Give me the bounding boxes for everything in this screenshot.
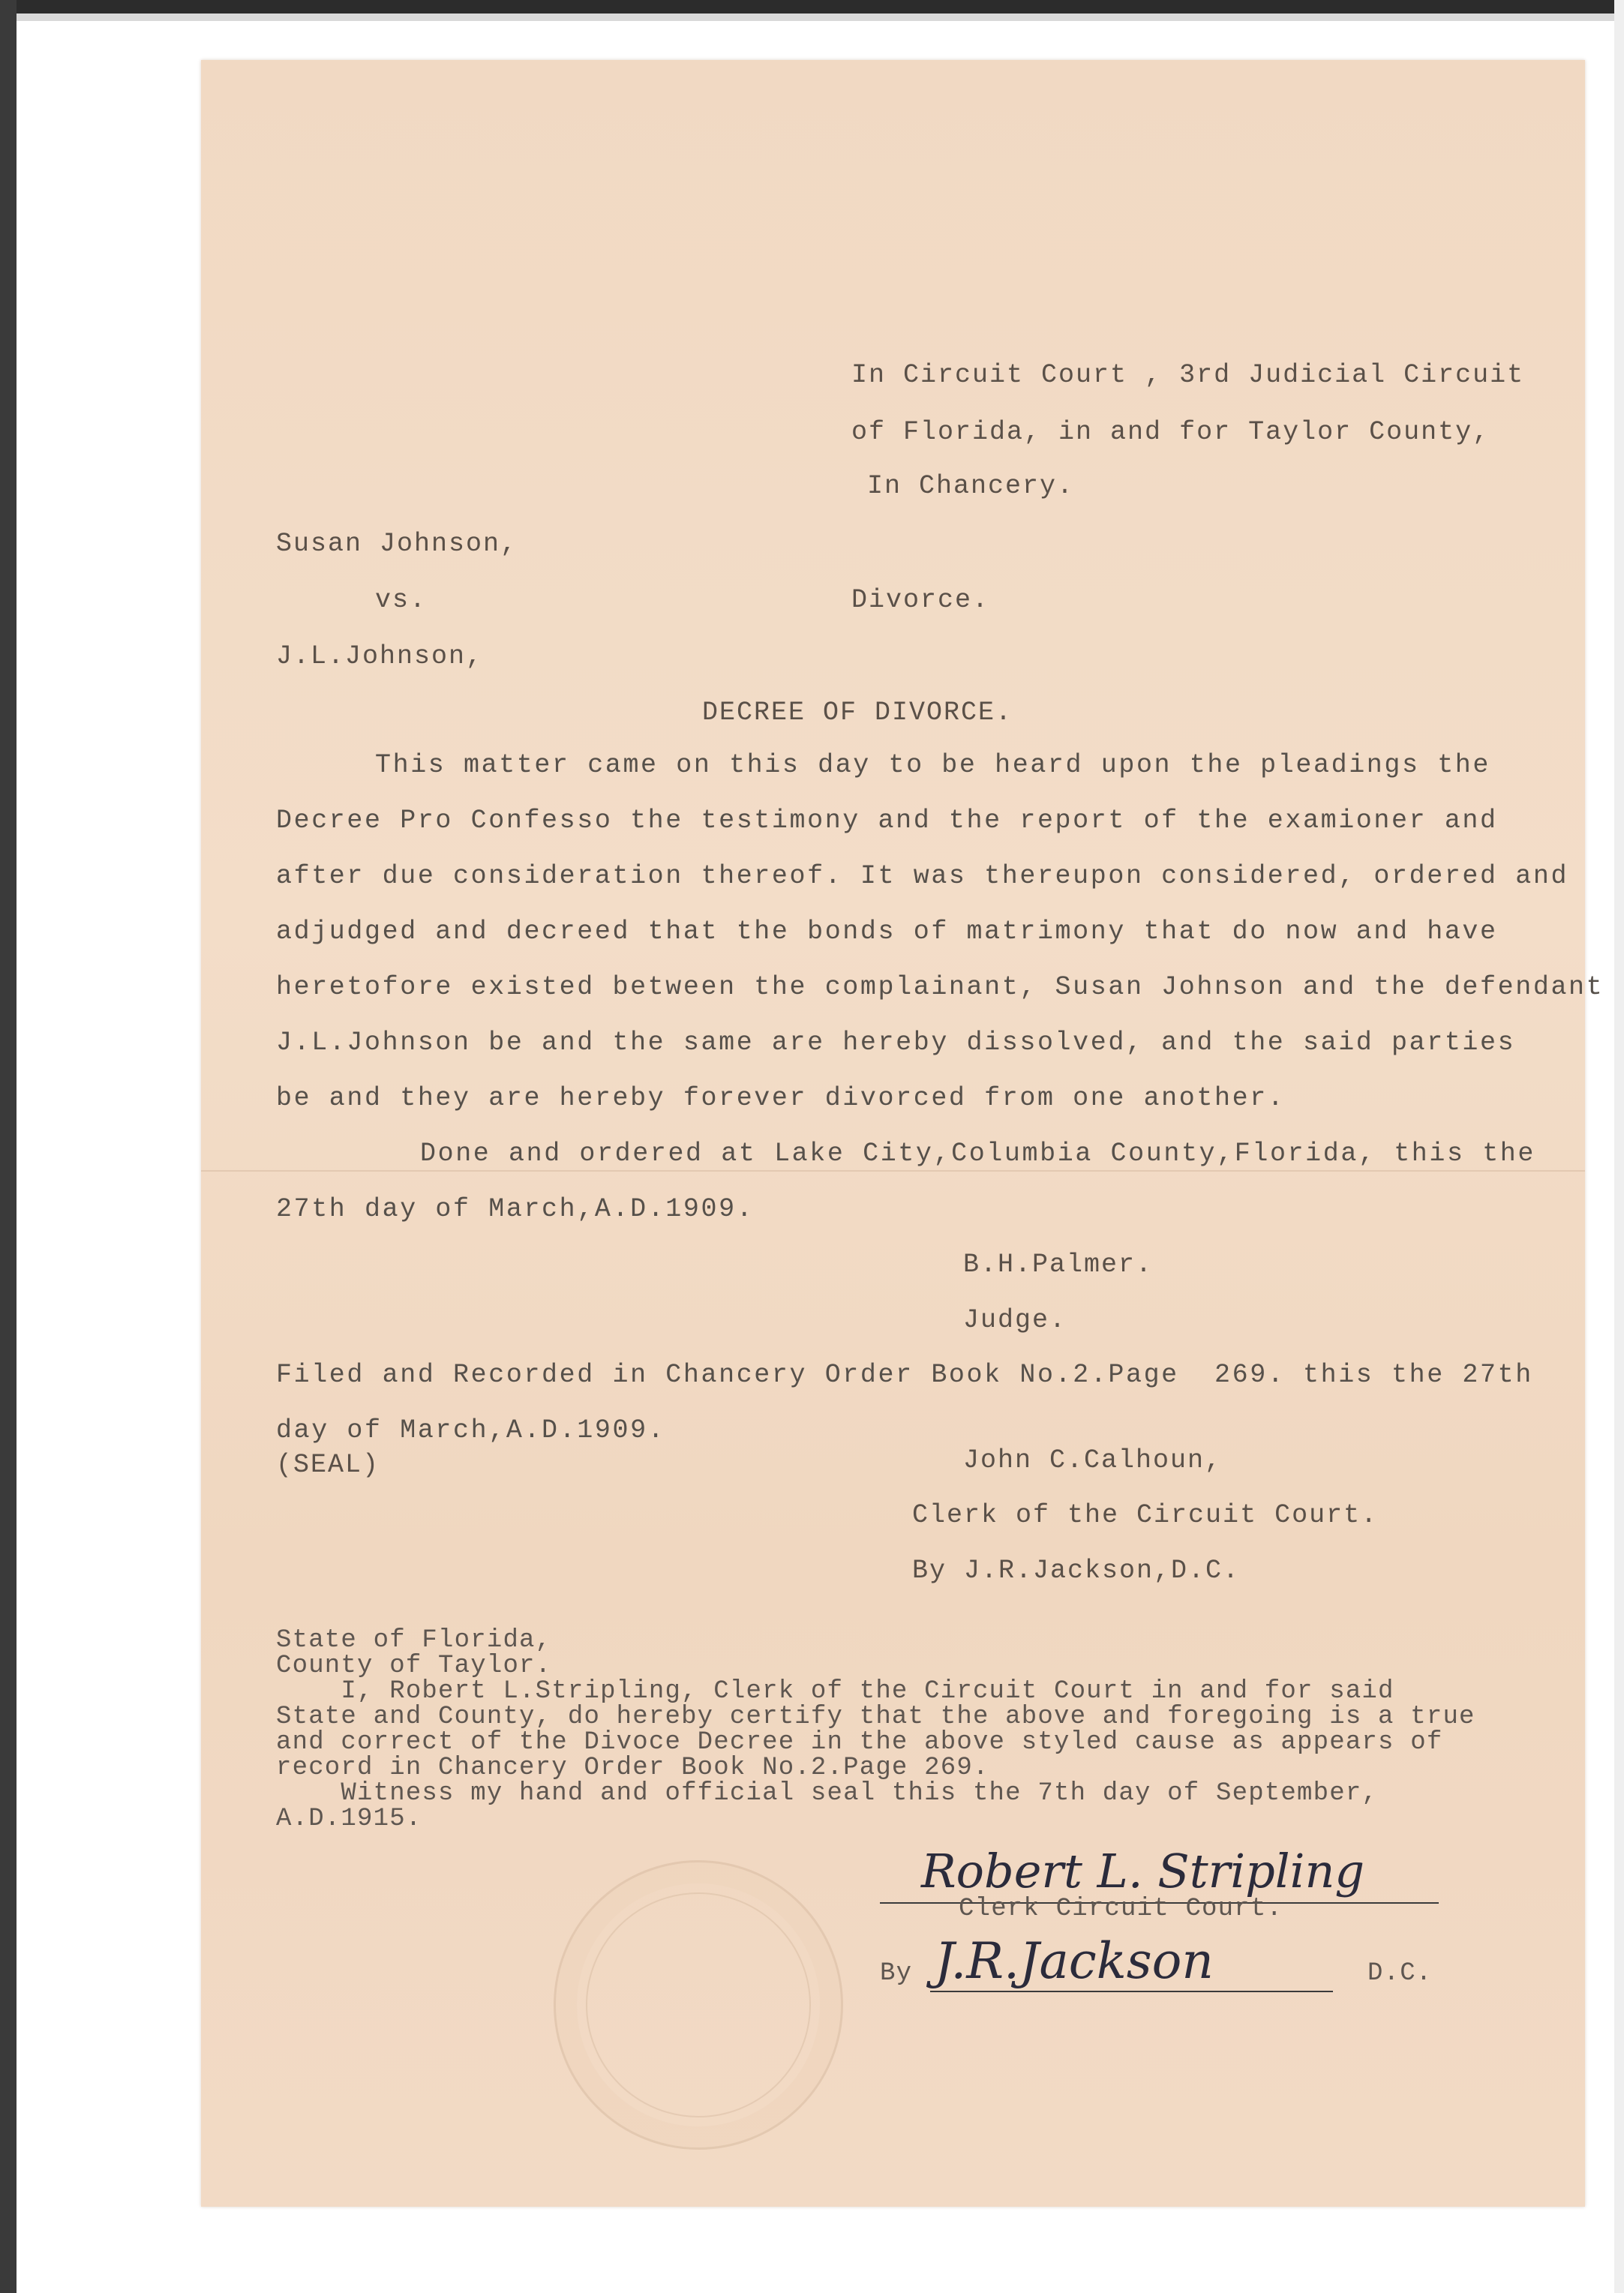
judge-title: Judge. bbox=[963, 1305, 1067, 1335]
certificate-line: County of Taylor. bbox=[276, 1652, 552, 1680]
scan-top-border-shade bbox=[0, 14, 1624, 21]
certificate-line: Witness my hand and official seal this the 7th day of September, bbox=[276, 1779, 1379, 1808]
done-line-2: 27th day of March,A.D.1909. bbox=[276, 1194, 755, 1224]
decree-line: This matter came on this day to be heard upon the pleadings the bbox=[375, 750, 1491, 780]
decree-line: after due consideration thereof. It was thereupon considered, ordered and bbox=[276, 861, 1569, 891]
court-line-3: In Chancery. bbox=[867, 471, 1075, 501]
deputy-by-label: By bbox=[880, 1959, 913, 1988]
decree-line: heretofore existed between the complainant, Susan Johnson and the defendant bbox=[276, 972, 1604, 1002]
court-line-1: In Circuit Court , 3rd Judicial Circuit bbox=[851, 360, 1525, 390]
filing-line-2: day of March,A.D.1909. bbox=[276, 1415, 666, 1445]
deputy-suffix: D.C. bbox=[1367, 1959, 1433, 1988]
embossed-seal bbox=[554, 1860, 843, 2150]
seal-label: (SEAL) bbox=[276, 1450, 380, 1480]
case-type: Divorce. bbox=[851, 585, 990, 615]
clerk-name: John C.Calhoun, bbox=[963, 1445, 1223, 1475]
scan-top-border bbox=[0, 0, 1624, 14]
decree-line: Decree Pro Confesso the testimony and the report of the examioner and bbox=[276, 806, 1498, 836]
certificate-line: I, Robert L.Stripling, Clerk of the Circuit Court in and for said bbox=[276, 1677, 1394, 1706]
decree-line: be and they are hereby forever divorced from one another. bbox=[276, 1083, 1286, 1113]
paper-fold bbox=[201, 1170, 1585, 1172]
certificate-line: State of Florida, bbox=[276, 1626, 552, 1655]
judge-name: B.H.Palmer. bbox=[963, 1250, 1154, 1280]
scan-left-border bbox=[0, 0, 17, 2293]
done-line-1: Done and ordered at Lake City,Columbia County,Florida, this the bbox=[420, 1139, 1536, 1169]
clerk-title: Clerk of the Circuit Court. bbox=[912, 1500, 1379, 1530]
filing-line-1: Filed and Recorded in Chancery Order Book No.2.Page 269. this the 27th bbox=[276, 1360, 1533, 1390]
clerk-signature: Robert L. Stripling bbox=[921, 1844, 1365, 1898]
plaintiff-name: Susan Johnson, bbox=[276, 529, 518, 559]
decree-line: J.L.Johnson be and the same are hereby dissolved, and the said parties bbox=[276, 1028, 1516, 1058]
certificate-line: and correct of the Divoce Decree in the above styled cause as appears of bbox=[276, 1728, 1443, 1757]
signature-title: Clerk Circuit Court. bbox=[959, 1895, 1283, 1923]
deputy-signature-line bbox=[930, 1991, 1333, 1992]
deputy-signature: J.R.Jackson bbox=[935, 1932, 1214, 1990]
deputy-by-line: By J.R.Jackson,D.C. bbox=[912, 1556, 1241, 1586]
certificate-line: record in Chancery Order Book No.2.Page 269. bbox=[276, 1754, 989, 1782]
decree-line: adjudged and decreed that the bonds of matrimony that do now and have bbox=[276, 917, 1498, 947]
certificate-line: A.D.1915. bbox=[276, 1805, 422, 1833]
scan-right-edge bbox=[1614, 0, 1624, 2293]
court-line-2: of Florida, in and for Taylor County, bbox=[851, 417, 1490, 447]
certificate-line: State and County, do hereby certify that the above and foregoing is a true bbox=[276, 1703, 1475, 1731]
document-page bbox=[201, 60, 1604, 2207]
defendant-name: J.L.Johnson, bbox=[276, 641, 484, 671]
decree-title: DECREE OF DIVORCE. bbox=[702, 698, 1013, 728]
versus-label: vs. bbox=[375, 585, 428, 615]
